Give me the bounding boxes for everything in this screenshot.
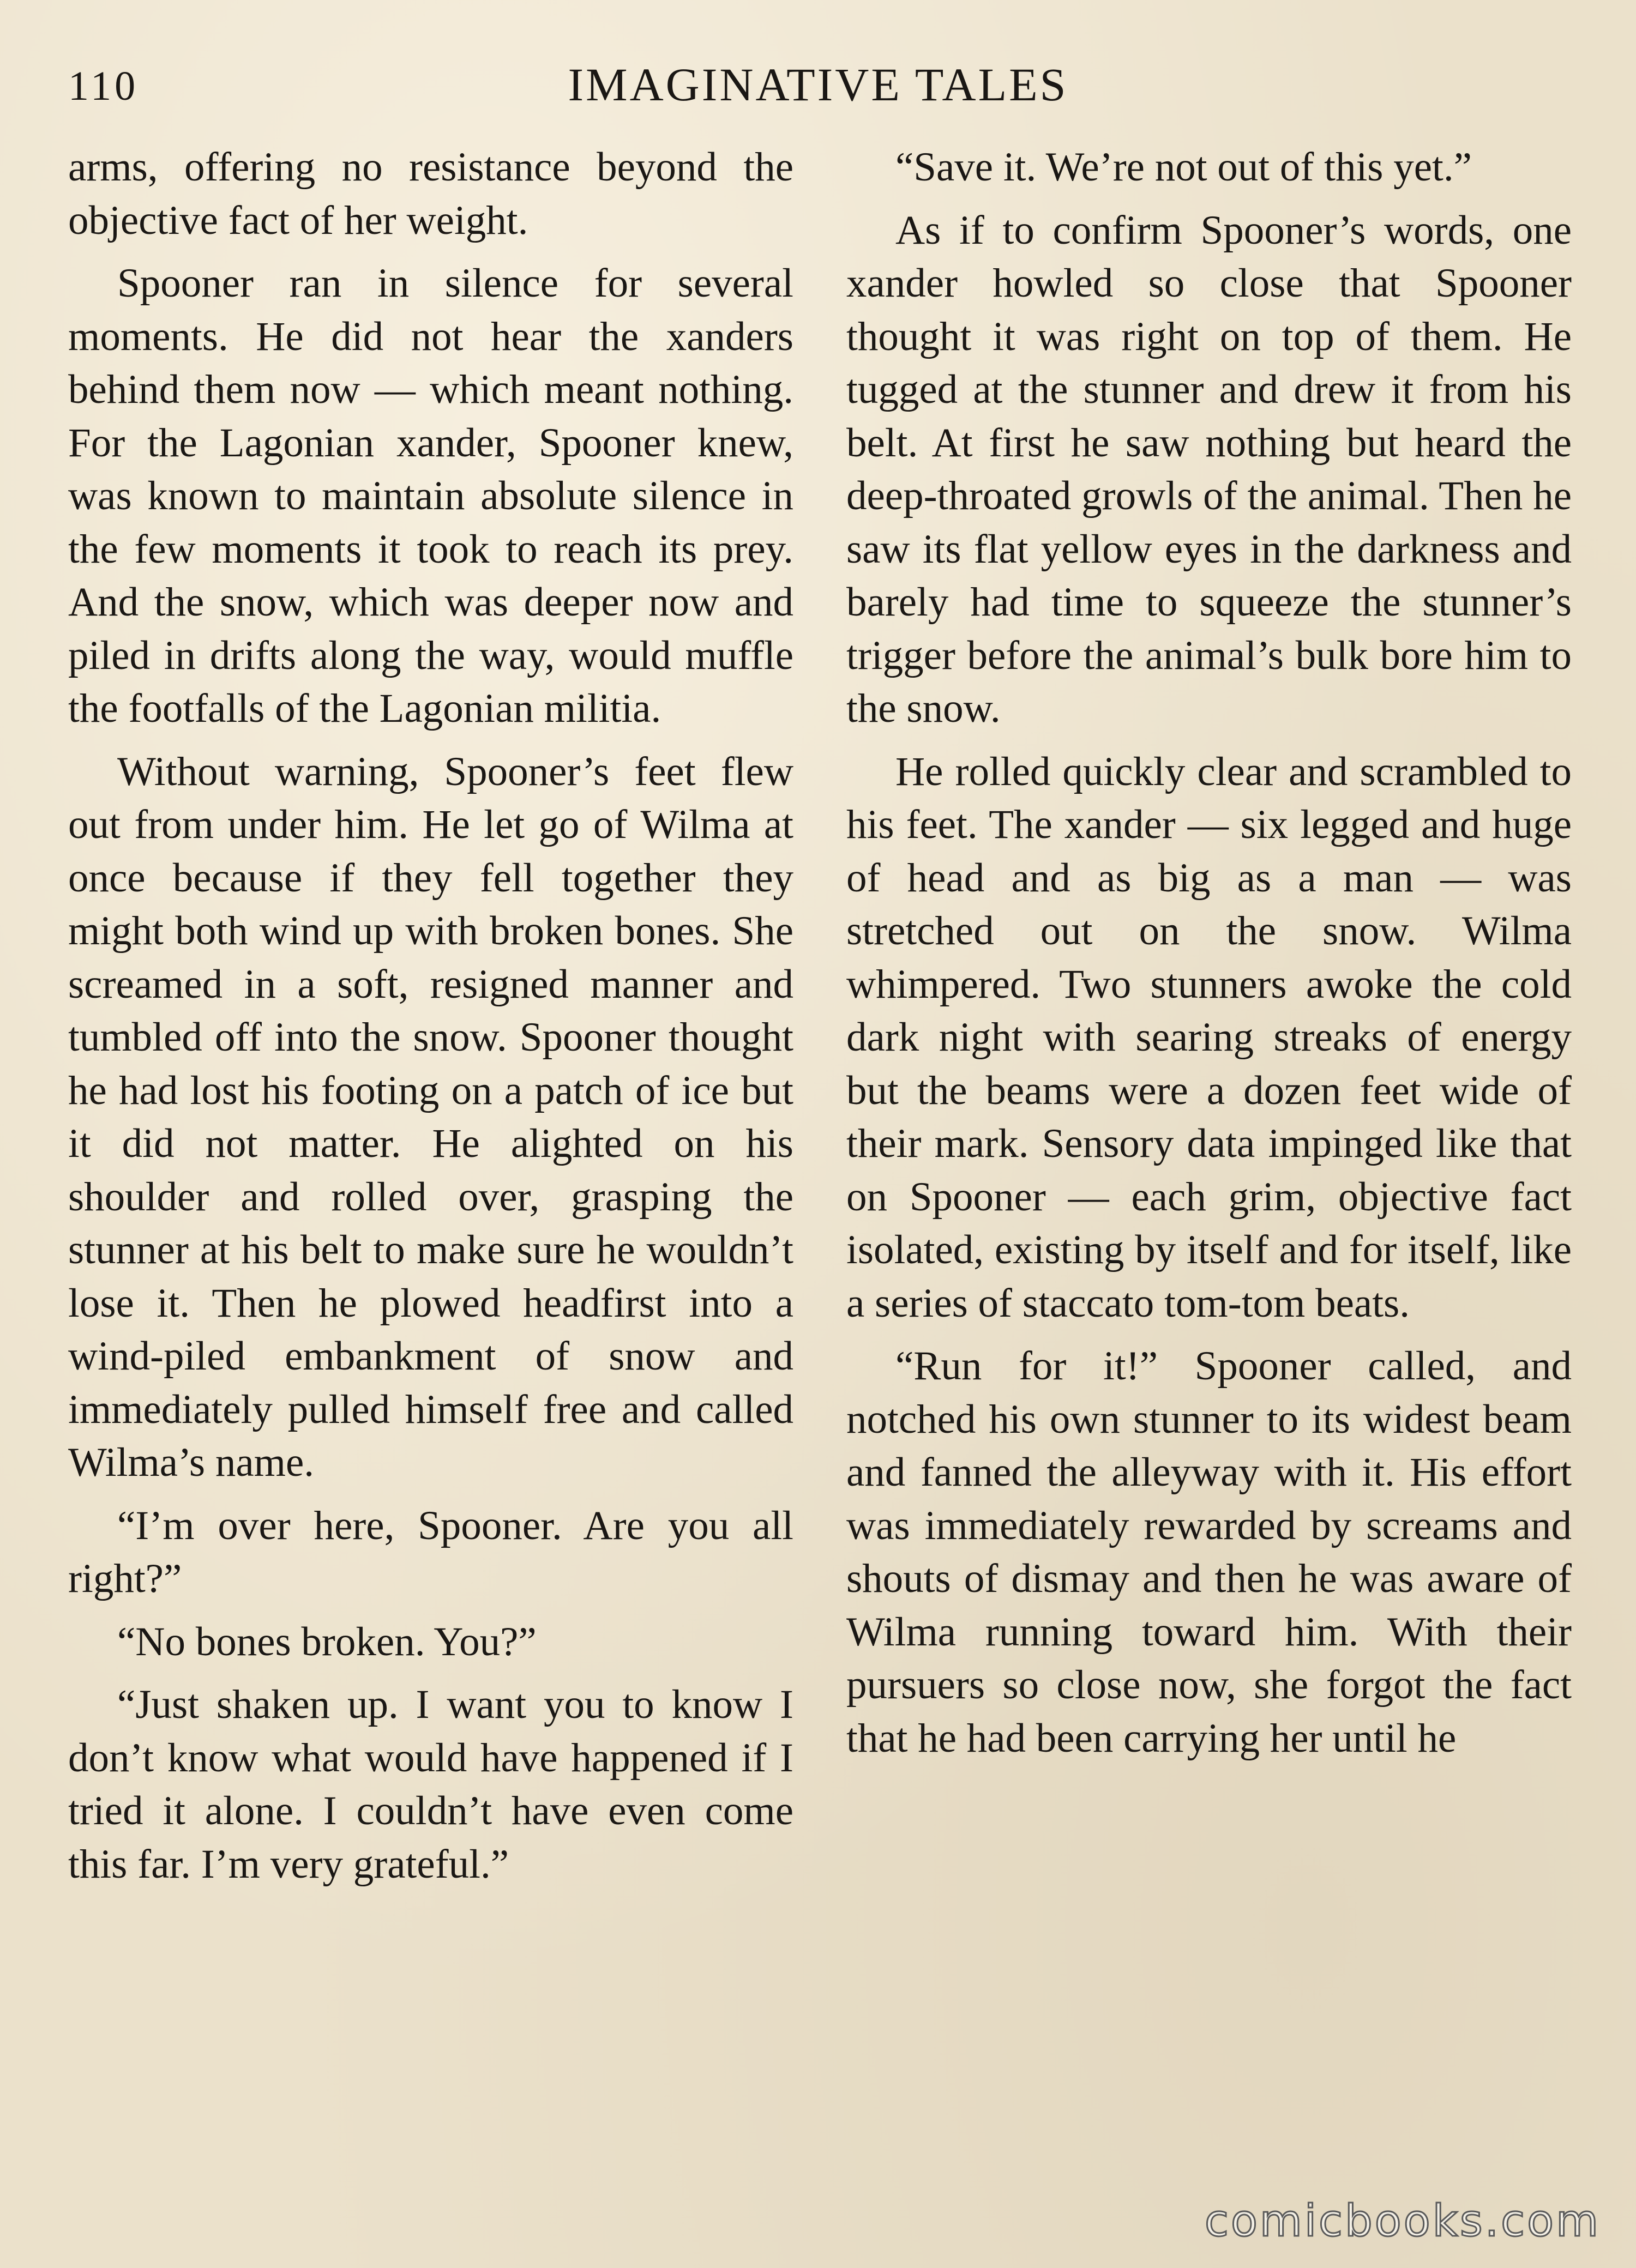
page-number: 110 [68, 63, 139, 109]
paragraph: “Just shaken up. I want you to know I don’t know what would have happened if I tried it alone. I couldn’t have even come this far. I’m very grateful.” [68, 1682, 793, 1887]
paragraph: Without warning, Spooner’s feet flew out from under him. He let go of Wilma at once because if they fell together they might both wind up with broken bones. She screamed in a soft, resigned manner and tumbled off into the snow. Spooner thought he had lost his footing on a patch of ice but it did not matter. He alighted on his shoulder and rolled over, grasping the stunner at his belt to make sure he wouldn’t lose it. Then he plowed headfirst into a wind-piled embankment of snow and immediately pulled himself free and called Wilma’s name. [68, 749, 793, 1485]
site-watermark: comicbooks.com [1204, 2195, 1601, 2246]
page-header [68, 57, 1568, 117]
paragraph: arms, offering no resistance beyond the objective fact of her weight. [68, 144, 793, 243]
paragraph: “Save it. We’re not out of this yet.” [895, 144, 1472, 190]
right-column [846, 141, 1572, 1775]
paragraph: Spooner ran in silence for several moments. He did not hear the xanders behind them now — which meant nothing. For the Lagonian xander, Spooner knew, was known to maintain absolute silence in the few moments it took to reach its prey. And the snow, which was deeper now and piled in drifts along the way, would muffle the footfalls of the Lagonian militia. [68, 261, 793, 731]
paragraph: “I’m over here, Spooner. Are you all right?” [68, 1503, 793, 1601]
paragraph: “No bones broken. You?” [117, 1619, 537, 1664]
paragraph: As if to confirm Spooner’s words, one xander howled so close that Spooner thought it was right on top of them. He tugged at the stunner and drew it from his belt. At first he saw nothing but heard the deep-throated growls of the animal. Then he saw its flat yellow eyes in the darkness and barely had time to squeeze the stunner’s trigger before the animal’s bulk bore him to the snow. [846, 207, 1572, 731]
running-title: IMAGINATIVE TALES [568, 58, 1068, 111]
paragraph: “Run for it!” Spooner called, and notched his own stunner to its widest beam and fanned the alleyway with it. His effort was immediately rewarded by screams and shouts of dismay and then he was aware of Wilma running toward him. With their pursuers so close now, she forgot the fact that he had been carrying her until he [846, 1343, 1572, 1761]
paragraph: He rolled quickly clear and scrambled to his feet. The xander — six legged and huge of head and as big as a man — was stretched out on the snow. Wilma whimpered. Two stunners awoke the cold dark night with searing streaks of energy but the beams were a dozen feet wide of their mark. Sensory data impinged like that on Spooner — each grim, objective fact isolated, existing by itself and for itself, like a series of staccato tom-tom beats. [846, 749, 1572, 1326]
left-column [68, 141, 793, 1901]
